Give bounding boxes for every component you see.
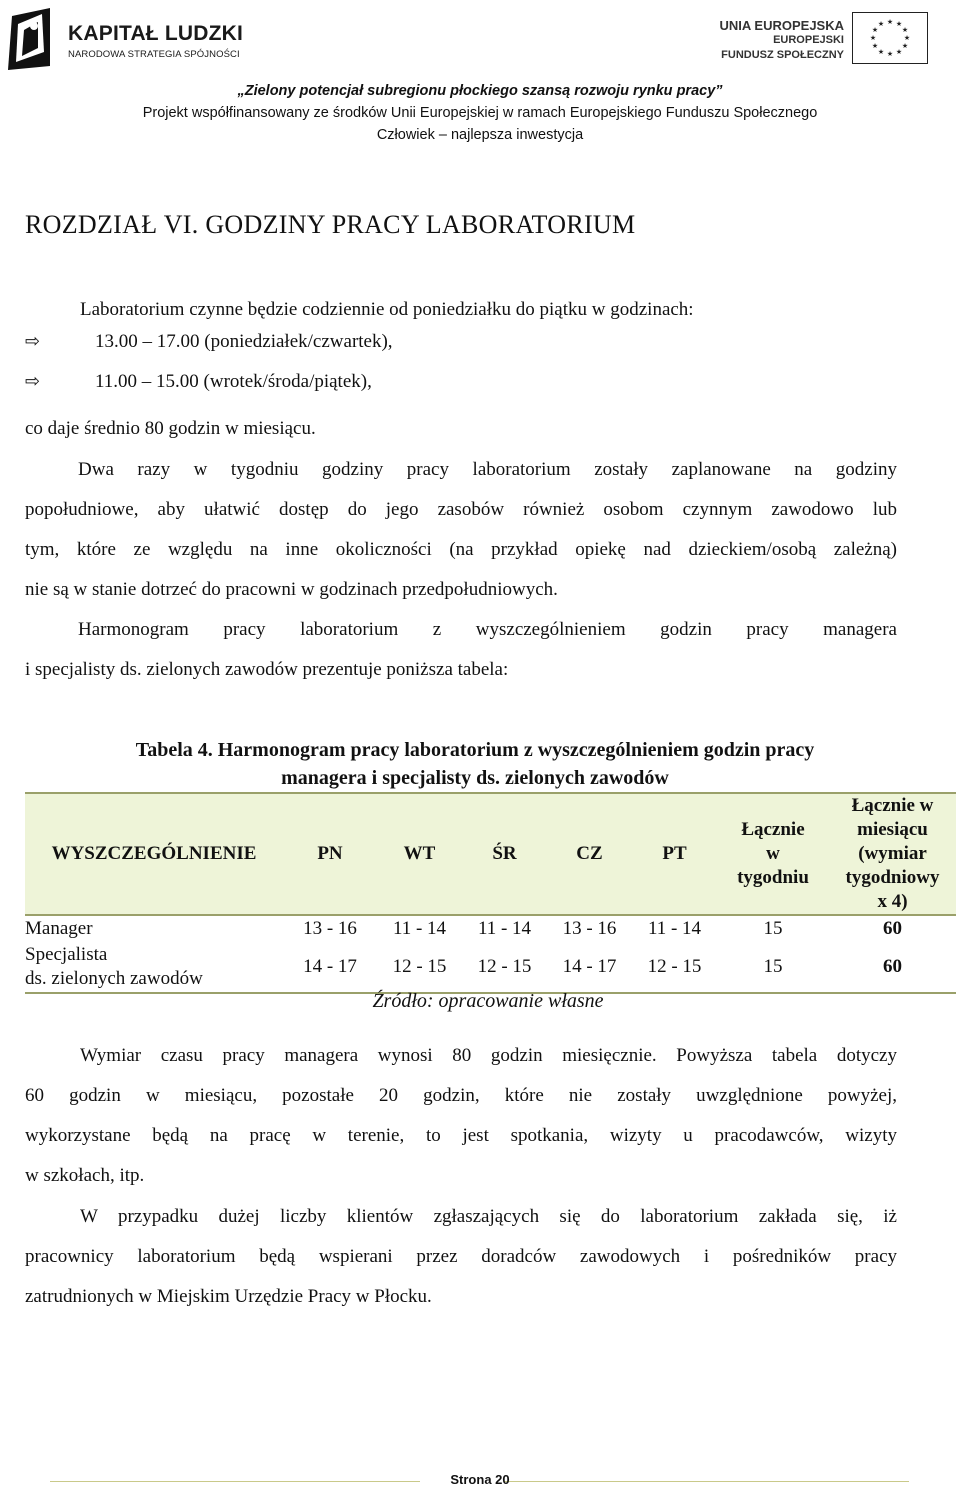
- cell-sr: 12 - 15: [462, 942, 547, 993]
- table-caption: [60, 736, 890, 792]
- arrow-bullet-icon: ⇨: [25, 371, 41, 392]
- svg-text:★: ★: [901, 26, 909, 34]
- table-header-row: [25, 793, 956, 915]
- cell-pn: 14 - 17: [283, 942, 377, 993]
- bullet-item: [25, 371, 372, 393]
- header-month-l1: Łącznie w: [851, 795, 934, 816]
- svg-text:★: ★: [877, 20, 885, 28]
- cell-pt: 11 - 14: [632, 915, 717, 942]
- para4-line: W przypadku dużej liczby klientów zgłaszających się do laboratorium zakłada się, iż: [80, 1206, 897, 1227]
- eu-line3: FUNDUSZ SPOŁECZNY: [721, 49, 844, 61]
- header-month-l5: x 4): [877, 891, 908, 912]
- schedule-table: [25, 792, 956, 994]
- svg-text:★: ★: [895, 48, 903, 56]
- svg-text:★: ★: [869, 34, 877, 42]
- kapital-ludzki-title: KAPITAŁ LUDZKI: [68, 22, 244, 45]
- svg-text:★: ★: [871, 26, 879, 34]
- row-name-l1: Specjalista: [25, 944, 108, 965]
- cell-pn: 13 - 16: [283, 915, 377, 942]
- cell-month: 60: [829, 915, 956, 942]
- svg-text:★: ★: [871, 42, 879, 50]
- intro-text: Laboratorium czynne będzie codziennie od poniedziałku do piątku w godzinach:: [80, 299, 694, 320]
- bullet-item: [25, 331, 393, 353]
- table-row: [25, 915, 956, 942]
- row-name: Manager: [25, 915, 283, 942]
- svg-text:★: ★: [903, 34, 911, 42]
- eu-logo-text: [720, 18, 844, 63]
- svg-text:★: ★: [886, 50, 894, 58]
- page-number: Strona 20: [450, 1472, 510, 1487]
- para1-line: Dwa razy w tygodniu godziny pracy laboratorium zostały zaplanowane na godziny: [78, 459, 897, 480]
- caption-line1: Tabela 4. Harmonogram pracy laboratorium z wyszczególnieniem godzin pracy: [135, 739, 815, 761]
- header-spec: WYSZCZEGÓLNIENIE: [25, 793, 283, 915]
- header-week-l2: w: [766, 843, 780, 864]
- para2-line: Harmonogram pracy laboratorium z wyszczególnieniem godzin pracy managera: [78, 619, 897, 640]
- svg-text:★: ★: [895, 20, 903, 28]
- para2-line: i specjalisty ds. zielonych zawodów prezentuje poniższa tabela:: [25, 659, 509, 680]
- para3-line: 60 godzin w miesiącu, pozostałe 20 godzin, które nie zostały uwzględnione powyżej,: [25, 1085, 897, 1106]
- bullet-text: 13.00 – 17.00 (poniedziałek/czwartek),: [95, 331, 393, 352]
- cell-week: 15: [717, 915, 829, 942]
- para1-line: popołudniowe, aby ułatwić dostęp do jego zasobów również osobom czynnym zawodowo lub: [25, 499, 897, 520]
- header-pn: PN: [283, 793, 377, 915]
- svg-text:★: ★: [877, 48, 885, 56]
- row-name-l2: ds. zielonych zawodów: [25, 968, 203, 989]
- kapital-ludzki-subtitle: NARODOWA STRATEGIA SPÓJNOŚCI: [68, 49, 240, 60]
- project-motto: Człowiek – najlepsza inwestycja: [376, 127, 584, 143]
- para1-line: nie są w stanie dotrzeć do pracowni w godzinach przedpołudniowych.: [25, 579, 558, 600]
- header-sr: ŚR: [462, 793, 547, 915]
- arrow-bullet-icon: ⇨: [25, 331, 41, 352]
- para3-line: wykorzystane będą na pracę w terenie, to jest spotkania, wizyty u pracodawców, wizyty: [25, 1125, 897, 1146]
- para4-line: zatrudnionych w Miejskim Urzędzie Pracy w Płocku.: [25, 1286, 432, 1307]
- eu-flag-icon: [852, 12, 928, 64]
- cell-sr: 11 - 14: [462, 915, 547, 942]
- caption-line2: managera i specjalisty ds. zielonych zawodów: [281, 767, 669, 789]
- project-title: „Zielony potencjał subregionu płockiego szansą rozwoju rynku pracy”: [237, 83, 723, 99]
- cell-cz: 13 - 16: [547, 915, 632, 942]
- para3-line: w szkołach, itp.: [25, 1165, 145, 1186]
- table-row: [25, 942, 956, 993]
- row-name: [25, 942, 283, 993]
- project-funding: Projekt współfinansowany ze środków Unii Europejskiej w ramach Europejskiego Funduszu Społecznego: [142, 105, 818, 121]
- cell-wt: 12 - 15: [377, 942, 462, 993]
- cell-month: 60: [829, 942, 956, 993]
- para3-line: Wymiar czasu pracy managera wynosi 80 godzin miesięcznie. Powyższa tabela dotyczy: [80, 1045, 897, 1066]
- header-cz: CZ: [547, 793, 632, 915]
- header-month-l3: (wymiar: [858, 843, 927, 864]
- cell-week: 15: [717, 942, 829, 993]
- table-source: Źródło: opracowanie własne: [372, 990, 604, 1012]
- cell-pt: 12 - 15: [632, 942, 717, 993]
- header-pt: PT: [632, 793, 717, 915]
- project-header: [0, 80, 960, 146]
- header-month-l4: tygodniowy: [845, 867, 940, 888]
- header-week-l1: Łącznie: [741, 819, 805, 840]
- header-month-total: [829, 793, 956, 915]
- header-wt: WT: [377, 793, 462, 915]
- header-month-l2: miesiącu: [857, 819, 928, 840]
- header-week-l3: tygodniu: [737, 867, 809, 888]
- para1-line: tym, które ze względu na inne okoliczności (na przykład opiekę nad dzieckiem/osobą zależną): [25, 539, 897, 560]
- eu-line2: EUROPEJSKI: [773, 34, 844, 46]
- cell-cz: 14 - 17: [547, 942, 632, 993]
- cell-wt: 11 - 14: [377, 915, 462, 942]
- eu-line1: UNIA EUROPEJSKA: [719, 18, 844, 33]
- svg-text:★: ★: [901, 42, 909, 50]
- chapter-title: ROZDZIAŁ VI. GODZINY PRACY LABORATORIUM: [25, 210, 636, 239]
- svg-text:★: ★: [886, 18, 894, 26]
- para4-line: pracownicy laboratorium będą wspierani przez doradców zawodowych i pośredników pracy: [25, 1246, 897, 1267]
- header-week-total: [717, 793, 829, 915]
- bullet-text: 11.00 – 15.00 (wrotek/środa/piątek),: [95, 371, 372, 392]
- summary-text: co daje średnio 80 godzin w miesiącu.: [25, 418, 316, 439]
